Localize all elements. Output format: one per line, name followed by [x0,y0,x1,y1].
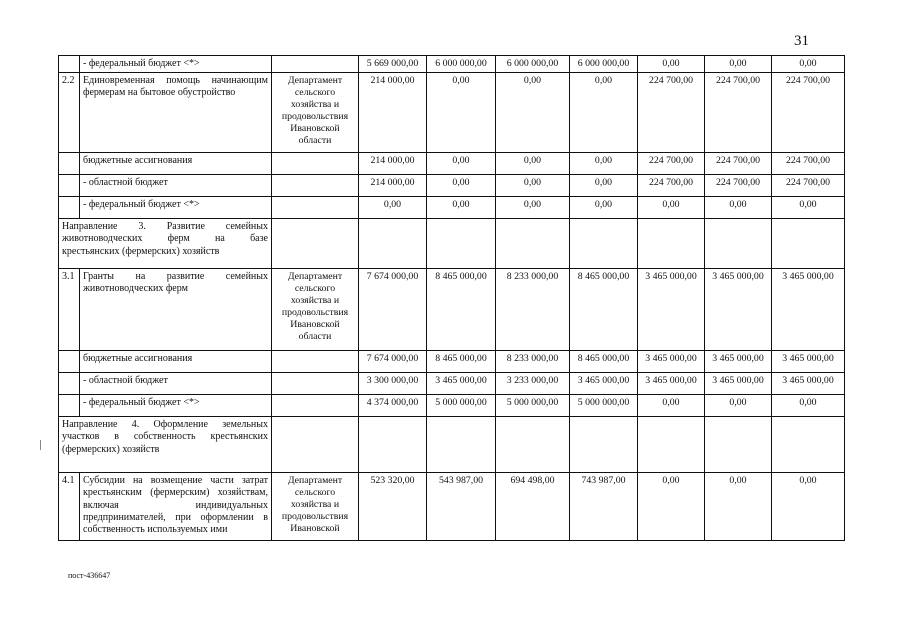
amount-cell: 224 700,00 [772,73,845,153]
amount-cell: 694 498,00 [496,473,570,541]
empty-cell [638,417,705,473]
page-number: 31 [794,33,809,49]
amount-cell: 7 674 000,00 [359,351,427,373]
amount-cell: 523 320,00 [359,473,427,541]
measure-name: бюджетные ассигнования [80,153,272,175]
amount-cell: 5 000 000,00 [570,395,638,417]
amount-cell: 743 987,00 [570,473,638,541]
executor-department [272,56,359,73]
amount-cell: 8 465 000,00 [427,269,496,351]
empty-cell [638,219,705,269]
amount-cell: 224 700,00 [772,175,845,197]
table-row [59,373,845,395]
executor-department [272,197,359,219]
direction-heading-line: животноводческих ферм на базе [62,233,268,245]
executor-department: Департамент сельского хозяйства и продовольствия Ивановской области [272,269,359,351]
row-index: 4.1 [59,473,80,541]
budget-table [58,55,845,541]
empty-cell [570,219,638,269]
amount-cell: 0,00 [570,175,638,197]
amount-cell: 0,00 [705,473,772,541]
amount-cell: 224 700,00 [705,153,772,175]
amount-cell: 214 000,00 [359,175,427,197]
direction-heading [59,417,272,473]
amount-cell: 3 465 000,00 [638,269,705,351]
amount-cell: 3 300 000,00 [359,373,427,395]
amount-cell: 224 700,00 [772,153,845,175]
empty-cell [272,417,359,473]
table-row [59,417,845,473]
amount-cell: 0,00 [638,56,705,73]
amount-cell: 6 000 000,00 [570,56,638,73]
amount-cell: 3 465 000,00 [705,269,772,351]
amount-cell: 0,00 [638,395,705,417]
amount-cell: 0,00 [772,56,845,73]
direction-heading-line: крестьянских (фермерских) хозяйств [62,245,220,257]
empty-cell [359,219,427,269]
amount-cell: 0,00 [570,73,638,153]
table-body [59,56,845,541]
row-index [59,175,80,197]
table-row [59,395,845,417]
amount-cell: 3 465 000,00 [638,351,705,373]
amount-cell: 0,00 [570,153,638,175]
empty-cell [772,219,845,269]
measure-name: Субсидии на возмещение части затрат крестьянским (фермерским) хозяйствам, включая индивидуальных предпринимателей, при оформлении в собственность используемых ими [80,473,272,541]
table-row [59,219,845,269]
executor-department [272,351,359,373]
executor-department [272,153,359,175]
amount-cell: 0,00 [638,473,705,541]
amount-cell: 3 233 000,00 [496,373,570,395]
row-index [59,153,80,175]
empty-cell [496,417,570,473]
amount-cell: 0,00 [496,73,570,153]
empty-cell [359,417,427,473]
table-row [59,56,845,73]
measure-name: Гранты на развитие семейных животноводческих ферм [80,269,272,351]
row-index: 2.2 [59,73,80,153]
amount-cell: 0,00 [705,395,772,417]
executor-department [272,373,359,395]
amount-cell: 0,00 [496,153,570,175]
amount-cell: 6 000 000,00 [496,56,570,73]
amount-cell: 6 000 000,00 [427,56,496,73]
amount-cell: 5 669 000,00 [359,56,427,73]
amount-cell: 224 700,00 [638,73,705,153]
measure-name: - федеральный бюджет <*> [80,395,272,417]
table-row [59,175,845,197]
executor-department: Департамент сельского хозяйства и продовольствия Ивановской [272,473,359,541]
amount-cell: 3 465 000,00 [427,373,496,395]
table-row [59,269,845,351]
amount-cell: 0,00 [427,197,496,219]
executor-department [272,395,359,417]
direction-heading-line: Направление 4. Оформление земельных [62,419,268,431]
direction-heading-line: участков в собственность крестьянских [62,431,268,443]
amount-cell: 8 233 000,00 [496,269,570,351]
measure-name: бюджетные ассигнования [80,351,272,373]
amount-cell: 5 000 000,00 [496,395,570,417]
table-row [59,197,845,219]
table-row [59,351,845,373]
measure-name: - федеральный бюджет <*> [80,56,272,73]
amount-cell: 3 465 000,00 [638,373,705,395]
direction-heading-line: Направление 3. Развитие семейных [62,221,268,233]
amount-cell: 224 700,00 [638,153,705,175]
amount-cell: 0,00 [570,197,638,219]
amount-cell: 0,00 [705,56,772,73]
direction-heading [59,219,272,269]
amount-cell: 8 465 000,00 [570,269,638,351]
amount-cell: 0,00 [638,197,705,219]
amount-cell: 0,00 [427,153,496,175]
amount-cell: 3 465 000,00 [772,269,845,351]
empty-cell [570,417,638,473]
amount-cell: 214 000,00 [359,153,427,175]
fold-mark [40,440,41,450]
footer-code: пост-436647 [68,571,111,580]
amount-cell: 543 987,00 [427,473,496,541]
row-index [59,395,80,417]
amount-cell: 3 465 000,00 [772,351,845,373]
empty-cell [772,417,845,473]
empty-cell [705,219,772,269]
amount-cell: 3 465 000,00 [772,373,845,395]
amount-cell: 0,00 [496,175,570,197]
empty-cell [272,219,359,269]
table-row [59,73,845,153]
amount-cell: 3 465 000,00 [570,373,638,395]
amount-cell: 0,00 [427,175,496,197]
amount-cell: 8 233 000,00 [496,351,570,373]
empty-cell [427,219,496,269]
empty-cell [427,417,496,473]
executor-department: Департамент сельского хозяйства и продовольствия Ивановской области [272,73,359,153]
amount-cell: 0,00 [772,197,845,219]
amount-cell: 7 674 000,00 [359,269,427,351]
amount-cell: 0,00 [359,197,427,219]
amount-cell: 0,00 [496,197,570,219]
amount-cell: 8 465 000,00 [427,351,496,373]
row-index [59,373,80,395]
empty-cell [705,417,772,473]
table-row [59,473,845,541]
empty-cell [496,219,570,269]
measure-name: - областной бюджет [80,373,272,395]
row-index [59,351,80,373]
table-row [59,153,845,175]
amount-cell: 0,00 [705,197,772,219]
executor-department [272,175,359,197]
amount-cell: 5 000 000,00 [427,395,496,417]
measure-name: - областной бюджет [80,175,272,197]
row-index [59,197,80,219]
amount-cell: 3 465 000,00 [705,373,772,395]
direction-heading-line: (фермерских) хозяйств [62,443,160,455]
amount-cell: 0,00 [772,473,845,541]
amount-cell: 224 700,00 [705,73,772,153]
measure-name: - федеральный бюджет <*> [80,197,272,219]
row-index: 3.1 [59,269,80,351]
amount-cell: 8 465 000,00 [570,351,638,373]
measure-name: Единовременная помощь начинающим фермерам на бытовое обустройство [80,73,272,153]
amount-cell: 0,00 [772,395,845,417]
amount-cell: 3 465 000,00 [705,351,772,373]
amount-cell: 224 700,00 [638,175,705,197]
amount-cell: 0,00 [427,73,496,153]
amount-cell: 214 000,00 [359,73,427,153]
amount-cell: 224 700,00 [705,175,772,197]
amount-cell: 4 374 000,00 [359,395,427,417]
row-index [59,56,80,73]
